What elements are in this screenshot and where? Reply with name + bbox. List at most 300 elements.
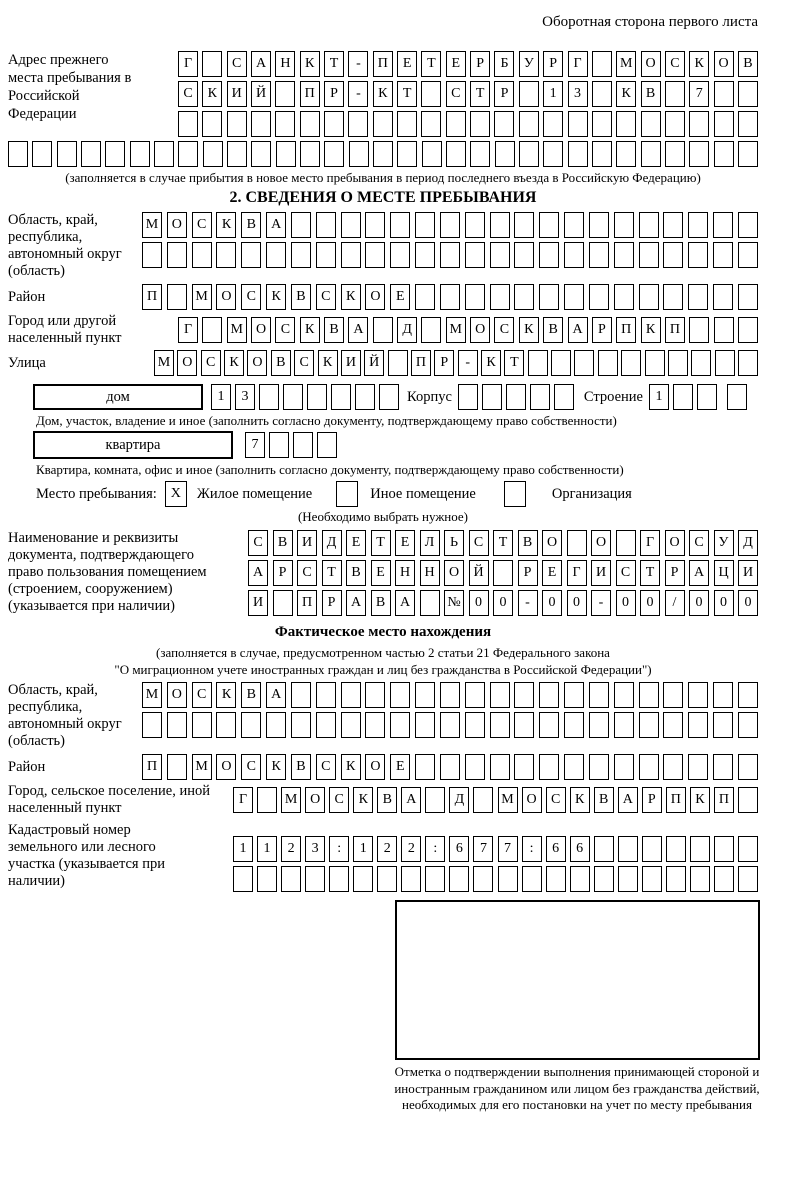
char-cell[interactable]: Т [324,51,344,77]
char-cell[interactable]: Д [397,317,417,343]
char-cell[interactable] [713,712,733,738]
char-cell[interactable] [397,111,417,137]
char-cell[interactable]: 3 [568,81,588,107]
char-cell[interactable]: О [365,754,385,780]
char-cell[interactable] [251,111,271,137]
char-cell[interactable] [614,284,634,310]
char-cell[interactable] [32,141,52,167]
char-cell[interactable] [415,712,435,738]
checkbox-zhiloe[interactable]: X [165,481,187,507]
char-cell[interactable]: П [142,754,162,780]
char-cell[interactable]: П [300,81,320,107]
char-cell[interactable]: О [305,787,325,813]
char-cell[interactable] [307,384,327,410]
char-cell[interactable]: А [251,51,271,77]
char-cell[interactable] [738,242,758,268]
char-cell[interactable] [365,712,385,738]
char-cell[interactable]: 7 [473,836,493,862]
char-cell[interactable] [390,212,410,238]
char-cell[interactable] [167,754,187,780]
char-cell[interactable]: М [227,317,247,343]
char-cell[interactable]: Б [494,51,514,77]
char-cell[interactable]: И [227,81,247,107]
char-cell[interactable] [514,754,534,780]
char-cell[interactable]: Т [504,350,524,376]
char-cell[interactable] [564,212,584,238]
char-cell[interactable] [614,212,634,238]
char-cell[interactable] [663,754,683,780]
char-cell[interactable]: 3 [235,384,255,410]
char-cell[interactable]: К [224,350,244,376]
char-cell[interactable] [639,284,659,310]
char-cell[interactable]: С [546,787,566,813]
char-cell[interactable] [425,787,445,813]
char-cell[interactable] [482,384,502,410]
char-cell[interactable] [490,712,510,738]
char-cell[interactable] [589,212,609,238]
char-cell[interactable] [465,712,485,738]
char-cell[interactable]: 3 [305,836,325,862]
char-cell[interactable]: Т [397,81,417,107]
char-cell[interactable]: Р [642,787,662,813]
char-cell[interactable]: С [241,284,261,310]
char-cell[interactable]: Е [446,51,466,77]
char-cell[interactable]: А [395,590,415,616]
char-cell[interactable]: С [201,350,221,376]
char-cell[interactable]: Р [494,81,514,107]
char-cell[interactable]: Е [397,51,417,77]
char-cell[interactable] [589,754,609,780]
char-cell[interactable] [666,836,686,862]
char-cell[interactable]: Р [273,560,293,586]
char-cell[interactable]: П [297,590,317,616]
char-cell[interactable]: О [247,350,267,376]
char-cell[interactable] [539,682,559,708]
char-cell[interactable]: Д [322,530,342,556]
char-cell[interactable]: В [641,81,661,107]
char-cell[interactable] [259,384,279,410]
char-cell[interactable] [348,111,368,137]
char-cell[interactable] [564,682,584,708]
char-cell[interactable] [539,212,559,238]
char-cell[interactable] [639,754,659,780]
char-cell[interactable] [421,111,441,137]
char-cell[interactable]: Г [640,530,660,556]
char-cell[interactable]: И [297,530,317,556]
char-cell[interactable]: С [316,754,336,780]
char-cell[interactable] [415,754,435,780]
char-cell[interactable] [592,141,612,167]
char-cell[interactable] [329,866,349,892]
char-cell[interactable] [564,242,584,268]
char-cell[interactable] [154,141,174,167]
char-cell[interactable]: 2 [377,836,397,862]
char-cell[interactable] [642,836,662,862]
char-cell[interactable]: 1 [543,81,563,107]
char-cell[interactable] [639,712,659,738]
char-cell[interactable]: - [591,590,611,616]
char-cell[interactable] [738,787,758,813]
char-cell[interactable] [514,712,534,738]
char-cell[interactable] [281,866,301,892]
char-cell[interactable] [738,682,758,708]
char-cell[interactable]: № [444,590,464,616]
char-cell[interactable] [498,866,518,892]
char-cell[interactable] [616,141,636,167]
char-cell[interactable] [465,284,485,310]
char-cell[interactable]: В [324,317,344,343]
char-cell[interactable] [539,242,559,268]
char-cell[interactable] [470,141,490,167]
char-cell[interactable]: К [216,682,236,708]
char-cell[interactable]: 0 [714,590,734,616]
char-cell[interactable] [564,712,584,738]
char-cell[interactable] [202,51,222,77]
char-cell[interactable]: В [241,682,261,708]
char-cell[interactable]: А [266,682,286,708]
char-cell[interactable]: Т [640,560,660,586]
char-cell[interactable]: 0 [567,590,587,616]
char-cell[interactable]: К [689,51,709,77]
char-cell[interactable] [519,111,539,137]
char-cell[interactable] [713,212,733,238]
char-cell[interactable]: : [329,836,349,862]
char-cell[interactable]: О [177,350,197,376]
char-cell[interactable]: Н [395,560,415,586]
char-cell[interactable] [688,212,708,238]
char-cell[interactable]: М [142,212,162,238]
char-cell[interactable] [415,242,435,268]
char-cell[interactable]: С [248,530,268,556]
char-cell[interactable] [543,111,563,137]
char-cell[interactable]: С [469,530,489,556]
char-cell[interactable]: К [266,284,286,310]
char-cell[interactable]: О [444,560,464,586]
char-cell[interactable]: П [142,284,162,310]
char-cell[interactable] [341,682,361,708]
char-cell[interactable]: М [446,317,466,343]
char-cell[interactable] [589,284,609,310]
char-cell[interactable]: А [689,560,709,586]
char-cell[interactable]: А [401,787,421,813]
char-cell[interactable]: Д [449,787,469,813]
char-cell[interactable] [425,866,445,892]
char-cell[interactable]: 0 [689,590,709,616]
char-cell[interactable] [341,712,361,738]
char-cell[interactable]: Г [567,560,587,586]
char-cell[interactable]: У [519,51,539,77]
char-cell[interactable] [81,141,101,167]
char-cell[interactable]: П [666,787,686,813]
char-cell[interactable] [415,682,435,708]
char-cell[interactable] [639,242,659,268]
char-cell[interactable] [614,754,634,780]
char-cell[interactable] [519,81,539,107]
char-cell[interactable]: К [300,51,320,77]
char-cell[interactable] [324,141,344,167]
char-cell[interactable] [639,682,659,708]
char-cell[interactable] [589,242,609,268]
char-cell[interactable] [379,384,399,410]
char-cell[interactable]: К [341,284,361,310]
char-cell[interactable] [449,866,469,892]
char-cell[interactable] [594,866,614,892]
char-cell[interactable]: Е [390,754,410,780]
char-cell[interactable] [377,866,397,892]
char-cell[interactable] [283,384,303,410]
char-cell[interactable] [490,242,510,268]
char-cell[interactable] [530,384,550,410]
char-cell[interactable]: К [690,787,710,813]
char-cell[interactable] [490,682,510,708]
char-cell[interactable] [202,317,222,343]
char-cell[interactable]: П [714,787,734,813]
char-cell[interactable] [494,111,514,137]
char-cell[interactable] [202,111,222,137]
char-cell[interactable]: 0 [469,590,489,616]
char-cell[interactable] [420,590,440,616]
char-cell[interactable] [690,836,710,862]
char-cell[interactable] [568,111,588,137]
char-cell[interactable]: С [616,560,636,586]
char-cell[interactable] [738,866,758,892]
char-cell[interactable] [666,866,686,892]
char-cell[interactable] [341,242,361,268]
char-cell[interactable]: - [518,590,538,616]
char-cell[interactable] [440,242,460,268]
char-cell[interactable] [568,141,588,167]
char-cell[interactable]: Р [592,317,612,343]
char-cell[interactable]: Т [493,530,513,556]
char-cell[interactable]: Р [665,560,685,586]
char-cell[interactable]: С [297,560,317,586]
char-cell[interactable]: Г [178,51,198,77]
char-cell[interactable] [373,141,393,167]
char-cell[interactable] [688,682,708,708]
char-cell[interactable]: С [192,212,212,238]
char-cell[interactable] [142,712,162,738]
char-cell[interactable] [373,111,393,137]
char-cell[interactable] [446,141,466,167]
char-cell[interactable] [390,682,410,708]
char-cell[interactable] [275,111,295,137]
char-cell[interactable]: В [543,317,563,343]
char-cell[interactable] [446,111,466,137]
char-cell[interactable] [203,141,223,167]
char-cell[interactable] [738,836,758,862]
char-cell[interactable] [251,141,271,167]
char-cell[interactable] [539,754,559,780]
char-cell[interactable]: 0 [738,590,758,616]
char-cell[interactable] [714,317,734,343]
char-cell[interactable]: О [216,284,236,310]
char-cell[interactable]: С [665,51,685,77]
char-cell[interactable] [691,350,711,376]
char-cell[interactable]: С [494,317,514,343]
char-cell[interactable]: М [281,787,301,813]
char-cell[interactable]: Н [275,51,295,77]
char-cell[interactable] [291,212,311,238]
char-cell[interactable] [440,682,460,708]
char-cell[interactable]: К [202,81,222,107]
char-cell[interactable]: 1 [211,384,231,410]
char-cell[interactable]: И [248,590,268,616]
char-cell[interactable] [440,212,460,238]
char-cell[interactable] [341,212,361,238]
char-cell[interactable] [592,51,612,77]
char-cell[interactable] [266,242,286,268]
char-cell[interactable]: С [227,51,247,77]
char-cell[interactable] [690,866,710,892]
char-cell[interactable]: 6 [449,836,469,862]
char-cell[interactable]: А [348,317,368,343]
char-cell[interactable]: Е [390,284,410,310]
char-cell[interactable] [665,111,685,137]
char-cell[interactable] [401,866,421,892]
char-cell[interactable]: 7 [689,81,709,107]
char-cell[interactable] [689,111,709,137]
char-cell[interactable] [257,787,277,813]
char-cell[interactable] [574,350,594,376]
char-cell[interactable] [365,242,385,268]
char-cell[interactable] [192,712,212,738]
char-cell[interactable]: К [519,317,539,343]
char-cell[interactable]: Р [470,51,490,77]
char-cell[interactable]: Е [542,560,562,586]
char-cell[interactable] [241,712,261,738]
char-cell[interactable]: О [665,530,685,556]
char-cell[interactable]: 7 [498,836,518,862]
char-cell[interactable] [266,712,286,738]
char-cell[interactable] [324,111,344,137]
char-cell[interactable] [465,242,485,268]
char-cell[interactable] [257,866,277,892]
char-cell[interactable]: В [291,284,311,310]
char-cell[interactable]: 2 [281,836,301,862]
char-cell[interactable]: А [618,787,638,813]
char-cell[interactable]: К [353,787,373,813]
char-cell[interactable] [738,317,758,343]
char-cell[interactable]: 6 [570,836,590,862]
char-cell[interactable]: 2 [401,836,421,862]
char-cell[interactable] [539,712,559,738]
char-cell[interactable] [178,141,198,167]
char-cell[interactable]: Й [469,560,489,586]
char-cell[interactable]: - [348,51,368,77]
char-cell[interactable]: 1 [649,384,669,410]
char-cell[interactable]: М [498,787,518,813]
char-cell[interactable] [465,682,485,708]
char-cell[interactable] [567,530,587,556]
char-cell[interactable] [192,242,212,268]
checkbox-organizatsiya[interactable] [504,481,526,507]
char-cell[interactable] [564,754,584,780]
char-cell[interactable]: К [341,754,361,780]
char-cell[interactable]: С [689,530,709,556]
char-cell[interactable] [465,754,485,780]
char-cell[interactable] [293,432,313,458]
char-cell[interactable] [440,712,460,738]
char-cell[interactable]: Ь [444,530,464,556]
char-cell[interactable] [738,284,758,310]
char-cell[interactable] [465,212,485,238]
char-cell[interactable]: 0 [493,590,513,616]
char-cell[interactable]: Г [178,317,198,343]
char-cell[interactable] [216,712,236,738]
char-cell[interactable]: / [665,590,685,616]
char-cell[interactable] [663,212,683,238]
char-cell[interactable] [616,111,636,137]
char-cell[interactable]: П [411,350,431,376]
char-cell[interactable] [506,384,526,410]
char-cell[interactable] [554,384,574,410]
char-cell[interactable]: Р [434,350,454,376]
char-cell[interactable] [300,111,320,137]
char-cell[interactable] [316,242,336,268]
char-cell[interactable]: Л [420,530,440,556]
char-cell[interactable] [614,682,634,708]
char-cell[interactable] [300,141,320,167]
char-cell[interactable]: О [216,754,236,780]
char-cell[interactable]: В [377,787,397,813]
char-cell[interactable] [493,560,513,586]
char-cell[interactable] [621,350,641,376]
char-cell[interactable]: М [154,350,174,376]
char-cell[interactable] [473,866,493,892]
char-cell[interactable]: 1 [257,836,277,862]
char-cell[interactable] [663,682,683,708]
char-cell[interactable] [415,284,435,310]
char-cell[interactable] [514,242,534,268]
char-cell[interactable] [8,141,28,167]
char-cell[interactable] [713,754,733,780]
char-cell[interactable] [663,712,683,738]
char-cell[interactable] [514,682,534,708]
char-cell[interactable]: О [167,682,187,708]
char-cell[interactable]: С [329,787,349,813]
char-cell[interactable] [216,242,236,268]
char-cell[interactable] [490,212,510,238]
char-cell[interactable] [665,81,685,107]
char-cell[interactable]: - [458,350,478,376]
char-cell[interactable]: О [641,51,661,77]
char-cell[interactable]: Е [395,530,415,556]
char-cell[interactable] [738,81,758,107]
char-cell[interactable] [227,141,247,167]
char-cell[interactable] [714,111,734,137]
char-cell[interactable]: : [522,836,542,862]
char-cell[interactable] [614,242,634,268]
char-cell[interactable]: К [216,212,236,238]
char-cell[interactable] [421,81,441,107]
char-cell[interactable] [390,712,410,738]
char-cell[interactable] [539,284,559,310]
char-cell[interactable] [528,350,548,376]
char-cell[interactable] [365,212,385,238]
char-cell[interactable] [490,284,510,310]
char-cell[interactable] [388,350,408,376]
char-cell[interactable] [305,866,325,892]
char-cell[interactable]: В [241,212,261,238]
char-cell[interactable]: У [714,530,734,556]
char-cell[interactable]: 6 [546,836,566,862]
char-cell[interactable] [738,754,758,780]
char-cell[interactable]: П [665,317,685,343]
char-cell[interactable]: С [241,754,261,780]
char-cell[interactable]: В [346,560,366,586]
char-cell[interactable] [738,141,758,167]
char-cell[interactable] [291,712,311,738]
